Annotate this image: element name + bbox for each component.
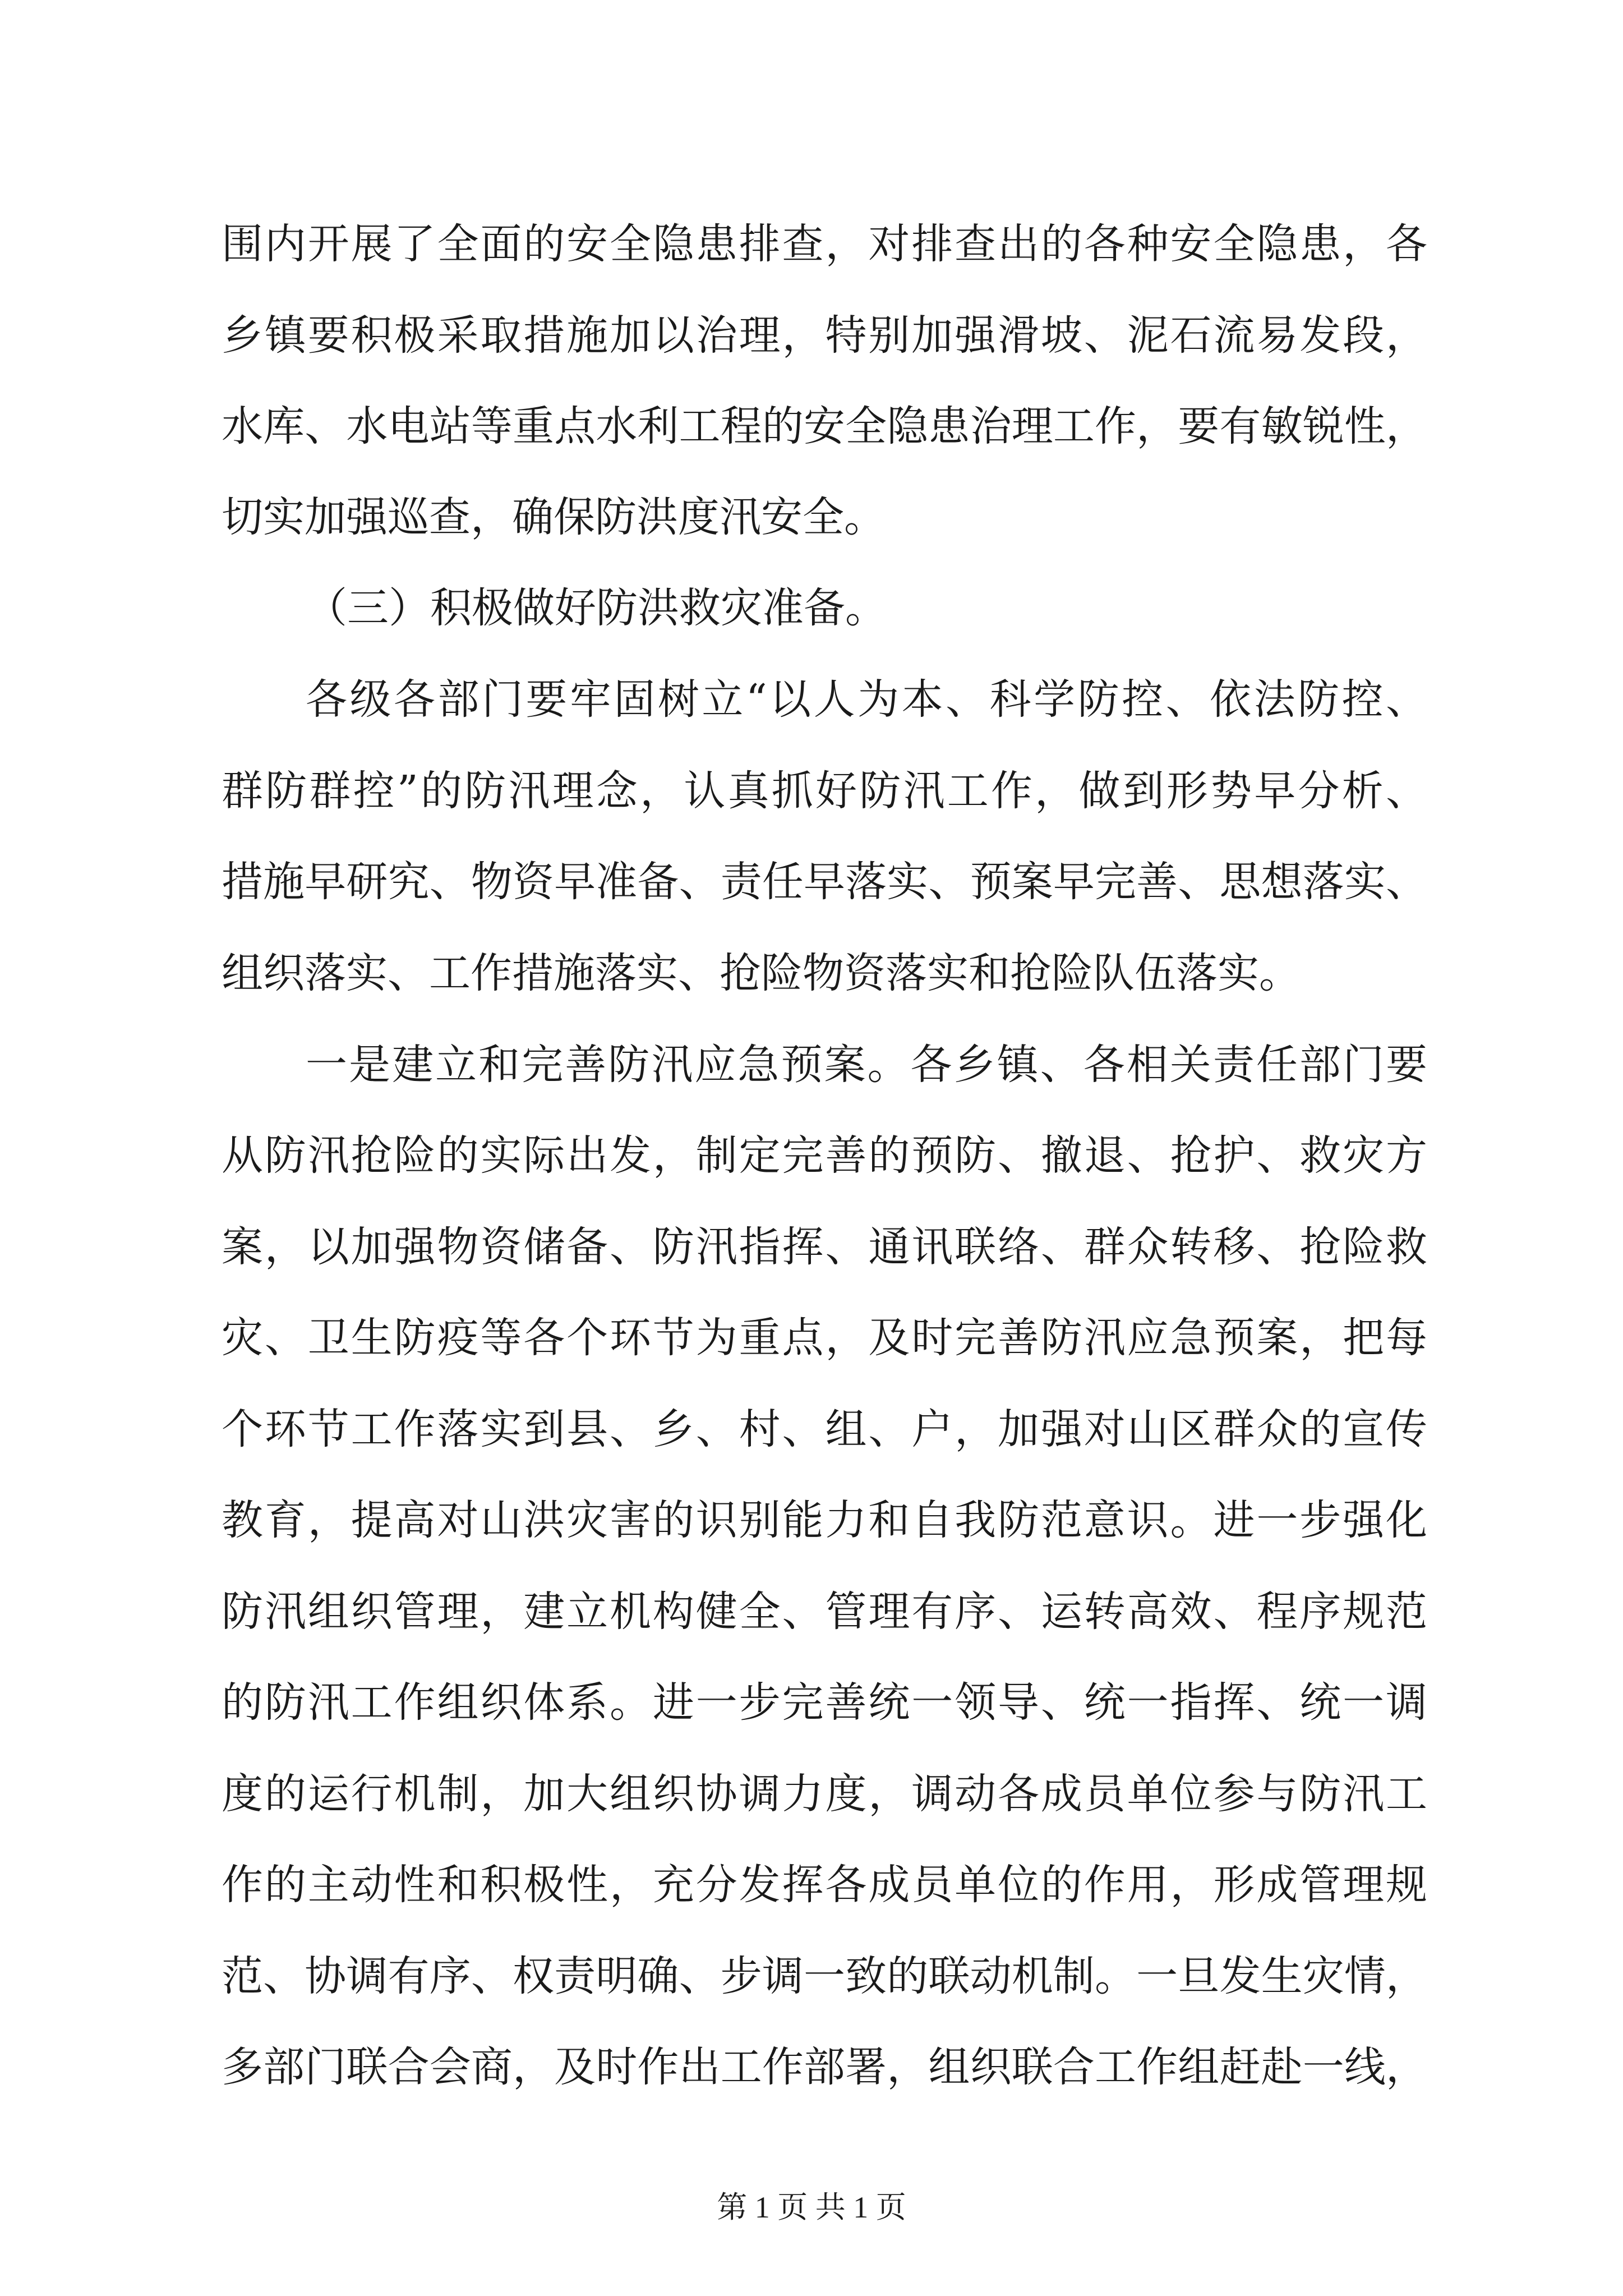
text-line: 防汛组织管理，建立机构健全、管理有序、运转高效、程序规范: [222, 1588, 1427, 1636]
text-line: 各级各部门要牢固树立“以人为本、科学防控、依法防控、: [306, 675, 1427, 724]
text-line: 作的主动性和积极性，充分发挥各成员单位的作用，形成管理规: [222, 1861, 1427, 1909]
text-line: 的防汛工作组织体系。进一步完善统一领导、统一指挥、统一调: [222, 1678, 1427, 1727]
text-line: 范、协调有序、权责明确、步调一致的联动机制。一旦发生灾情，: [222, 1952, 1427, 2000]
text-line: 教育，提高对山洪灾害的识别能力和自我防范意识。进一步强化: [222, 1496, 1427, 1544]
text-line: 群防群控”的防汛理念，认真抓好防汛工作，做到形势早分析、: [222, 767, 1427, 815]
text-line: 措施早研究、物资早准备、责任早落实、预案早完善、思想落实、: [222, 858, 1427, 906]
text-line: 围内开展了全面的安全隐患排查，对排查出的各种安全隐患，各: [222, 220, 1427, 268]
text-line: 度的运行机制，加大组织协调力度，调动各成员单位参与防汛工: [222, 1770, 1427, 1818]
text-line: 个环节工作落实到县、乡、村、组、户，加强对山区群众的宣传: [222, 1405, 1427, 1453]
section-heading: （三）积极做好防洪救灾准备。: [306, 584, 887, 632]
text-line: 组织落实、工作措施落实、抢险物资落实和抢险队伍落实。: [222, 949, 1301, 997]
text-line: 案，以加强物资储备、防汛指挥、通讯联络、群众转移、抢险救: [222, 1223, 1427, 1271]
text-line: 一是建立和完善防汛应急预案。各乡镇、各相关责任部门要: [306, 1041, 1427, 1089]
text-line: 从防汛抢险的实际出发，制定完善的预防、撤退、抢护、救灾方: [222, 1131, 1427, 1180]
text-line: 灾、卫生防疫等各个环节为重点，及时完善防汛应急预案，把每: [222, 1314, 1427, 1362]
text-line: 水库、水电站等重点水利工程的安全隐患治理工作，要有敏锐性，: [222, 402, 1427, 450]
page-footer: 第 1 页 共 1 页: [717, 2191, 906, 2224]
text-line: 切实加强巡查，确保防洪度汛安全。: [222, 493, 886, 541]
text-line: 乡镇要积极采取措施加以治理，特别加强滑坡、泥石流易发段，: [222, 311, 1427, 360]
text-line: 多部门联合会商，及时作出工作部署，组织联合工作组赶赴一线，: [222, 2043, 1427, 2091]
